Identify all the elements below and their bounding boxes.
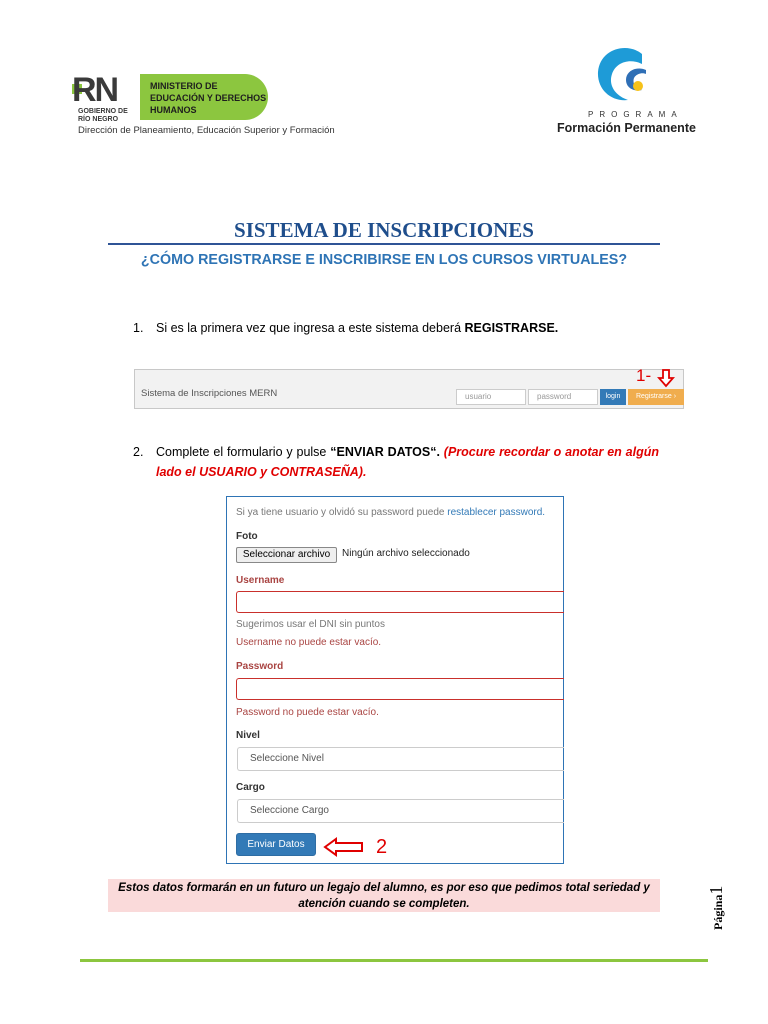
page-subtitle: ¿CÓMO REGISTRARSE E INSCRIBIRSE EN LOS CURSOS VIRTUALES? <box>140 252 628 268</box>
step-number: 2. <box>133 445 144 459</box>
form-hint: Si ya tiene usuario y olvidó su password puede restablecer password. <box>236 507 546 518</box>
nivel-label: Nivel <box>236 730 260 741</box>
step-number: 1. <box>133 321 144 335</box>
annotation-2-label: 2 <box>376 836 388 858</box>
step-emphasis: REGISTRARSE. <box>464 321 559 335</box>
step-text: Si es la primera vez que ingresa a este sistema deberá <box>156 321 465 335</box>
login-button[interactable]: login <box>600 389 626 405</box>
cargo-select[interactable]: Seleccione Cargo <box>237 799 564 823</box>
password-label: Password <box>236 661 284 672</box>
programa-nombre: Formación Permanente <box>557 121 696 135</box>
arrow-left-icon <box>322 836 366 858</box>
step-text: Complete el formulario y pulse <box>156 445 331 459</box>
file-status: Ningún archivo seleccionado <box>342 548 470 559</box>
footer-divider <box>80 959 708 962</box>
registrarse-button[interactable]: Registrarse › <box>628 389 684 405</box>
username-help: Sugerimos usar el DNI sin puntos <box>236 619 385 630</box>
enviar-datos-button[interactable]: Enviar Datos <box>236 833 316 856</box>
step-2 <box>133 442 659 482</box>
usuario-input[interactable]: usuario <box>456 389 526 405</box>
rn-logo-letters: RN <box>72 71 118 109</box>
username-error: Username no puede estar vacío. <box>236 637 382 648</box>
page-title: SISTEMA DE INSCRIPCIONES <box>234 218 534 242</box>
programa-label: PROGRAMA <box>588 110 683 119</box>
password-field[interactable] <box>236 678 564 700</box>
password-input[interactable]: password <box>528 389 598 405</box>
password-error: Password no puede estar vacío. <box>236 707 379 718</box>
formacion-permanente-logo-icon <box>590 40 660 110</box>
rn-logo-gobierno: GOBIERNO DE RÍO NEGRO <box>78 108 128 123</box>
arrow-down-icon <box>656 368 676 388</box>
step-note: (Procure recordar o anotar en algún lado el USUARIO y CONTRASEÑA). <box>156 445 659 479</box>
direccion-text: Dirección de Planeamiento, Educación Superior y Formación <box>78 125 335 136</box>
page-number: Página1 <box>706 885 726 930</box>
ministerio-text: MINISTERIO DE EDUCACIÓN Y DERECHOS HUMANOS <box>150 81 267 115</box>
step-emphasis: “ENVIAR DATOS“. <box>330 445 440 459</box>
username-label: Username <box>236 575 285 586</box>
seleccionar-archivo-button[interactable]: Seleccionar archivo <box>236 547 337 563</box>
cargo-label: Cargo <box>236 782 265 793</box>
restablecer-password-link[interactable]: restablecer password. <box>447 507 546 518</box>
username-input[interactable] <box>236 591 564 613</box>
nivel-select[interactable]: Seleccione Nivel <box>237 747 564 771</box>
title-divider <box>108 243 660 245</box>
annotation-1-label: 1- <box>636 366 652 385</box>
foto-label: Foto <box>236 531 258 542</box>
step-1 <box>133 318 663 338</box>
navbar-brand[interactable]: Sistema de Inscripciones MERN <box>141 388 278 399</box>
note-box: Estos datos formarán en un futuro un legajo del alumno, es por eso que pedimos total seriedad y atención cuando se completen. <box>108 879 660 912</box>
